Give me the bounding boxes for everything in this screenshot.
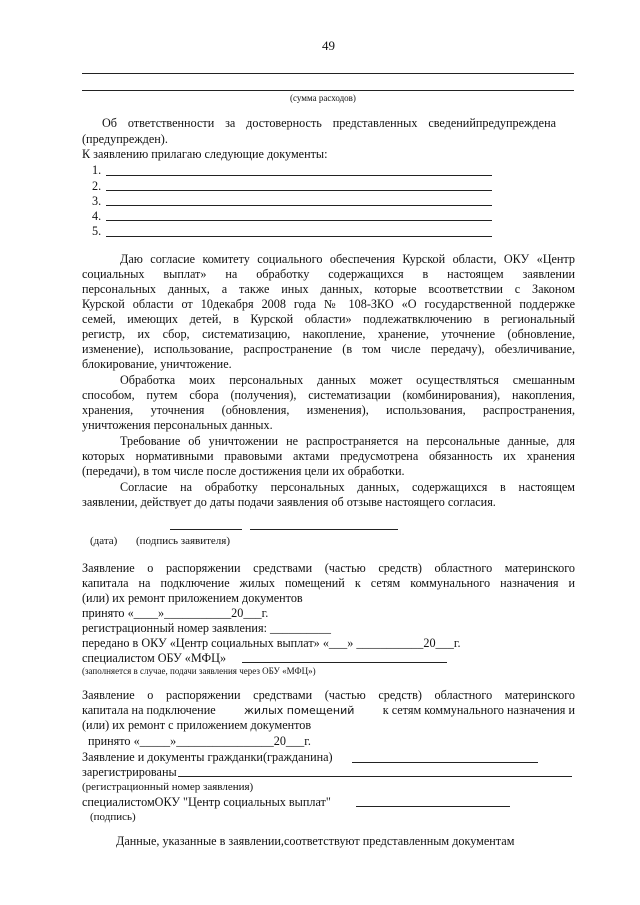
block1-transferred[interactable]: передано в ОКУ «Центр социальных выплат» «___» ___________20___г. xyxy=(82,636,461,650)
block1-accepted[interactable]: принято «____»___________20___г. xyxy=(82,606,269,620)
responsibility-line-1: Об ответственности за достоверность представленных сведенийпредупреждена xyxy=(102,116,556,130)
block1-specialist: специалистом ОБУ «МФЦ» xyxy=(82,651,227,665)
attachment-field-5[interactable] xyxy=(106,236,492,237)
block2-line-2c: к сетям коммунального назначения и xyxy=(382,703,575,717)
date-field[interactable] xyxy=(170,529,242,530)
block2-line-2a: капитала на подключение xyxy=(82,703,216,717)
date-caption: (дата) xyxy=(90,535,118,547)
expense-line-1[interactable] xyxy=(82,73,574,74)
block1-line: Заявление о распоряжении средствами (частью средств) областного материнского xyxy=(82,561,575,575)
block2-line-3: (или) их ремонт с приложением документов xyxy=(82,718,312,732)
block2-line-2b: жилых помещений xyxy=(244,704,355,717)
block2-registered: зарегистрированы xyxy=(82,765,177,779)
block1-reg-number[interactable]: регистрационный номер заявления: __________ xyxy=(82,621,331,635)
consent-p1-line: социальных выплат» на обработку содержащихся в настоящем заявлении xyxy=(82,267,575,281)
block2-citizen-field[interactable] xyxy=(352,762,538,763)
signature-caption: (подпись заявителя) xyxy=(136,535,231,547)
signature-field[interactable] xyxy=(250,529,398,530)
consent-p1-line: персональных данных, а также иных данных, которые всоответствии с Законом xyxy=(82,282,575,296)
block2-registered-field[interactable] xyxy=(178,776,572,777)
responsibility-line-2: (предупрежден). xyxy=(82,132,168,146)
attachment-number-4: 4. xyxy=(92,209,102,223)
consent-p3-line: которых нормативными правовыми актами предусмотрена обязанность их хранения xyxy=(82,449,575,463)
consent-p2-line: Обработка моих персональных данных может осуществляться смешанным xyxy=(120,373,575,387)
expense-line-2[interactable] xyxy=(82,90,574,91)
block1-note: (заполняется в случае, подачи заявления через ОБУ «МФЦ») xyxy=(82,666,316,676)
footer-statement: Данные, указанные в заявлении,соответствуют представленным документам xyxy=(116,834,515,848)
consent-p1-line: семей, имеющих детей, в Курской области» подлежатвключению в региональный xyxy=(82,312,575,326)
block2-accepted[interactable]: принято «_____»________________20___г. xyxy=(88,734,311,748)
consent-p1-line: изменение), использование, распространение (в том числе передачу), обезличивание, xyxy=(82,342,575,356)
page-number: 49 xyxy=(322,38,335,53)
block2-docs-citizen: Заявление и документы гражданки(гражданина) xyxy=(82,750,333,764)
consent-p2-line: уничтожения персональных данных. xyxy=(82,418,273,432)
consent-p4-line: заявлении, действует до даты подачи заявления об отзыве настоящего согласия. xyxy=(82,495,496,509)
consent-p3-line: Требование об уничтожении не распространяется на персональные данные, для xyxy=(120,434,575,448)
attachment-field-4[interactable] xyxy=(106,220,492,221)
block1-line: (или) их ремонт приложением документов xyxy=(82,591,303,605)
block2-reg-caption: (регистрационный номер заявления) xyxy=(82,781,254,793)
consent-p4-line: Согласие на обработку персональных данных, содержащихся в настоящем xyxy=(120,480,575,494)
consent-p1-line: Курской области от 10декабря 2008 года № 108-ЗКО «О государственной поддержке xyxy=(82,297,575,311)
block2-sign-caption: (подпись) xyxy=(90,811,136,823)
attachment-number-2: 2. xyxy=(92,179,102,193)
block2-line-2 xyxy=(82,703,575,718)
block2-specialist-field[interactable] xyxy=(356,806,510,807)
attachment-field-2[interactable] xyxy=(106,190,492,191)
consent-p1-line: Даю согласие комитету социального обеспечения Курской области, ОКУ «Центр xyxy=(120,252,575,266)
block1-specialist-field[interactable] xyxy=(242,662,447,663)
consent-p2-line: хранения, уточнения (обновления, изменения), использования, распространения, xyxy=(82,403,575,417)
consent-p3-line: (передачи), в том числе после достижения цели их обработки. xyxy=(82,464,405,478)
block2-line-1: Заявление о распоряжении средствами (частью средств) областного материнского xyxy=(82,688,575,702)
attachment-field-1[interactable] xyxy=(106,175,492,176)
attachment-field-3[interactable] xyxy=(106,205,492,206)
expense-caption: (сумма расходов) xyxy=(290,93,356,103)
block1-line: капитала на подключение жилых помещений к сетям коммунального назначения и xyxy=(82,576,575,590)
consent-p1-line: блокирование, уничтожение. xyxy=(82,357,232,371)
consent-p1-line: регистр, их сбор, систематизацию, накопление, хранение, уточнение (обновление, xyxy=(82,327,575,341)
consent-p2-line: способом, путем сбора (получения), систематизации (комбинирования), накопления, xyxy=(82,388,575,402)
attachment-number-1: 1. xyxy=(92,163,102,177)
attachment-number-3: 3. xyxy=(92,194,102,208)
block2-specialist: специалистомОКУ "Центр социальных выплат" xyxy=(82,795,331,809)
attachments-intro: К заявлению прилагаю следующие документы: xyxy=(82,147,328,161)
attachment-number-5: 5. xyxy=(92,224,102,238)
